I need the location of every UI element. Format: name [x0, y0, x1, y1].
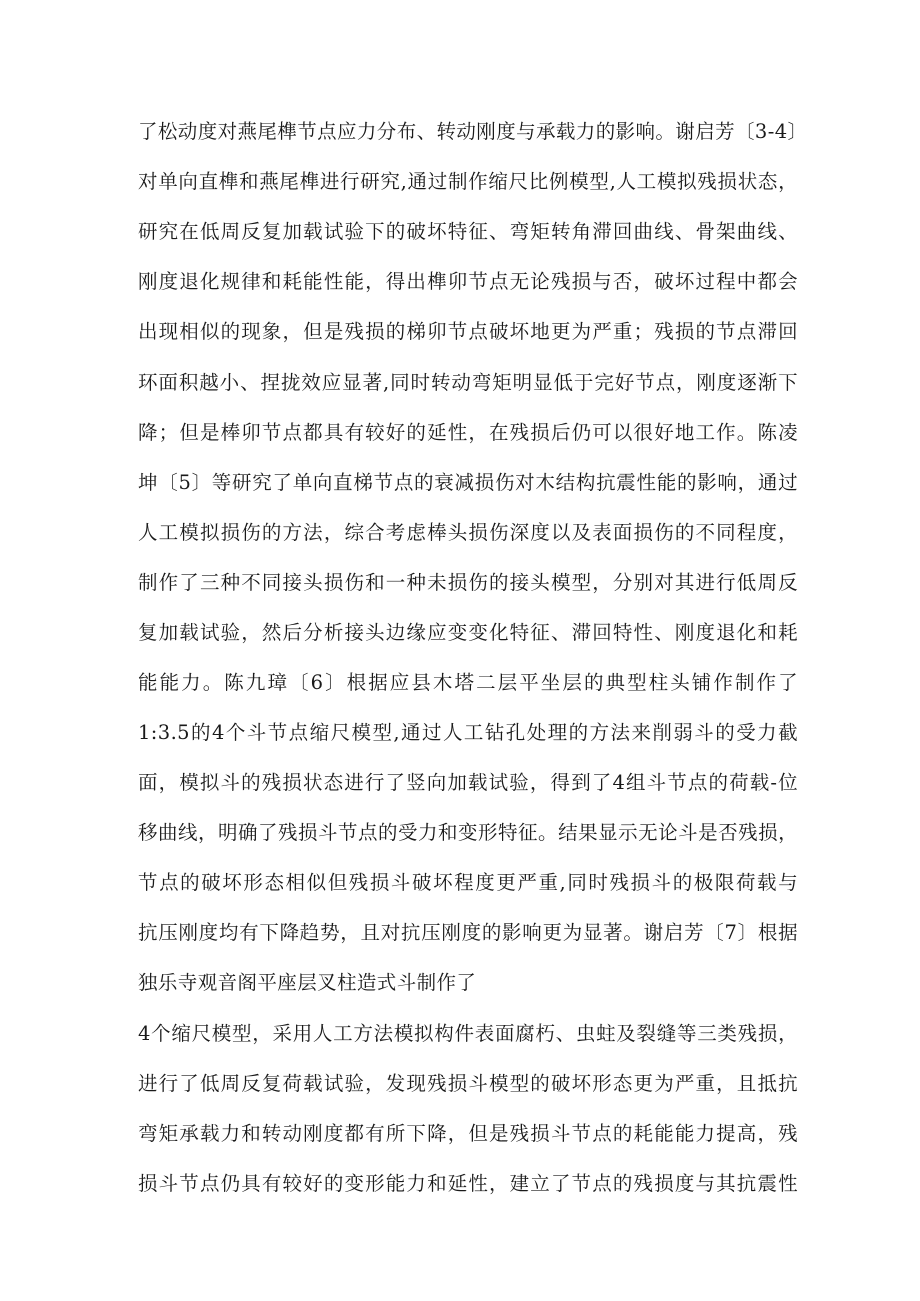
text-line: 坤〔5〕等研究了单向直梯节点的衰减损伤对木结构抗震性能的影响，通过	[138, 471, 798, 494]
text-line: 4个缩尺模型，采用人工方法模拟构件表面腐朽、虫蛀及裂缝等三类残损，	[138, 1022, 798, 1045]
text-line: 1:3.5的4个斗节点缩尺模型,通过人工钻孔处理的方法来削弱斗的受力截	[138, 721, 798, 744]
text-line: 能能力。陈九璋〔6〕根据应县木塔二层平坐层的典型柱头铺作制作了	[138, 671, 798, 694]
text-line: 损斗节点仍具有较好的变形能力和延性，建立了节点的残损度与其抗震性	[138, 1172, 798, 1195]
text-line: 出现相似的现象，但是残损的梯卯节点破坏地更为严重；残损的节点滞回	[138, 320, 798, 343]
text-line: 刚度退化规律和耗能性能，得出榫卯节点无论残损与否，破坏过程中都会	[138, 270, 798, 293]
text-line: 复加载试验，然后分析接头边缘应变变化特征、滞回特性、刚度退化和耗	[138, 621, 798, 644]
text-line: 环面积越小、捏拢效应显著,同时转动弯矩明显低于完好节点，刚度逐渐下	[138, 371, 798, 394]
text-line: 进行了低周反复荷载试验，发现残损斗模型的破坏形态更为严重，且抵抗	[138, 1072, 798, 1095]
text-line: 降；但是棒卯节点都具有较好的延性，在残损后仍可以很好地工作。陈凌	[138, 421, 798, 444]
text-line: 面，模拟斗的残损状态进行了竖向加载试验，得到了4组斗节点的荷载-位	[138, 771, 798, 794]
text-line: 人工模拟损伤的方法，综合考虑棒头损伤深度以及表面损伤的不同程度，	[138, 521, 798, 544]
text-line: 节点的破坏形态相似但残损斗破坏程度更严重,同时残损斗的极限荷载与	[138, 871, 798, 894]
text-line: 对单向直榫和燕尾榫进行研究,通过制作缩尺比例模型,人工模拟残损状态，	[138, 170, 798, 193]
text-line: 制作了三种不同接头损伤和一种未损伤的接头模型，分别对其进行低周反	[138, 571, 798, 594]
text-line: 独乐寺观音阁平座层叉柱造式斗制作了	[138, 971, 477, 994]
text-line: 了松动度对燕尾榫节点应力分布、转动刚度与承载力的影响。谢启芳〔3-4〕	[138, 120, 808, 143]
text-line: 移曲线，明确了残损斗节点的受力和变形特征。结果显示无论斗是否残损，	[138, 821, 798, 844]
text-line: 抗压刚度均有下降趋势，且对抗压刚度的影响更为显著。谢启芳〔7〕根据	[138, 921, 798, 944]
text-line: 弯矩承载力和转动刚度都有所下降，但是残损斗节点的耗能能力提高，残	[138, 1122, 798, 1145]
text-line: 研究在低周反复加载试验下的破坏特征、弯矩转角滞回曲线、骨架曲线、	[138, 220, 798, 243]
